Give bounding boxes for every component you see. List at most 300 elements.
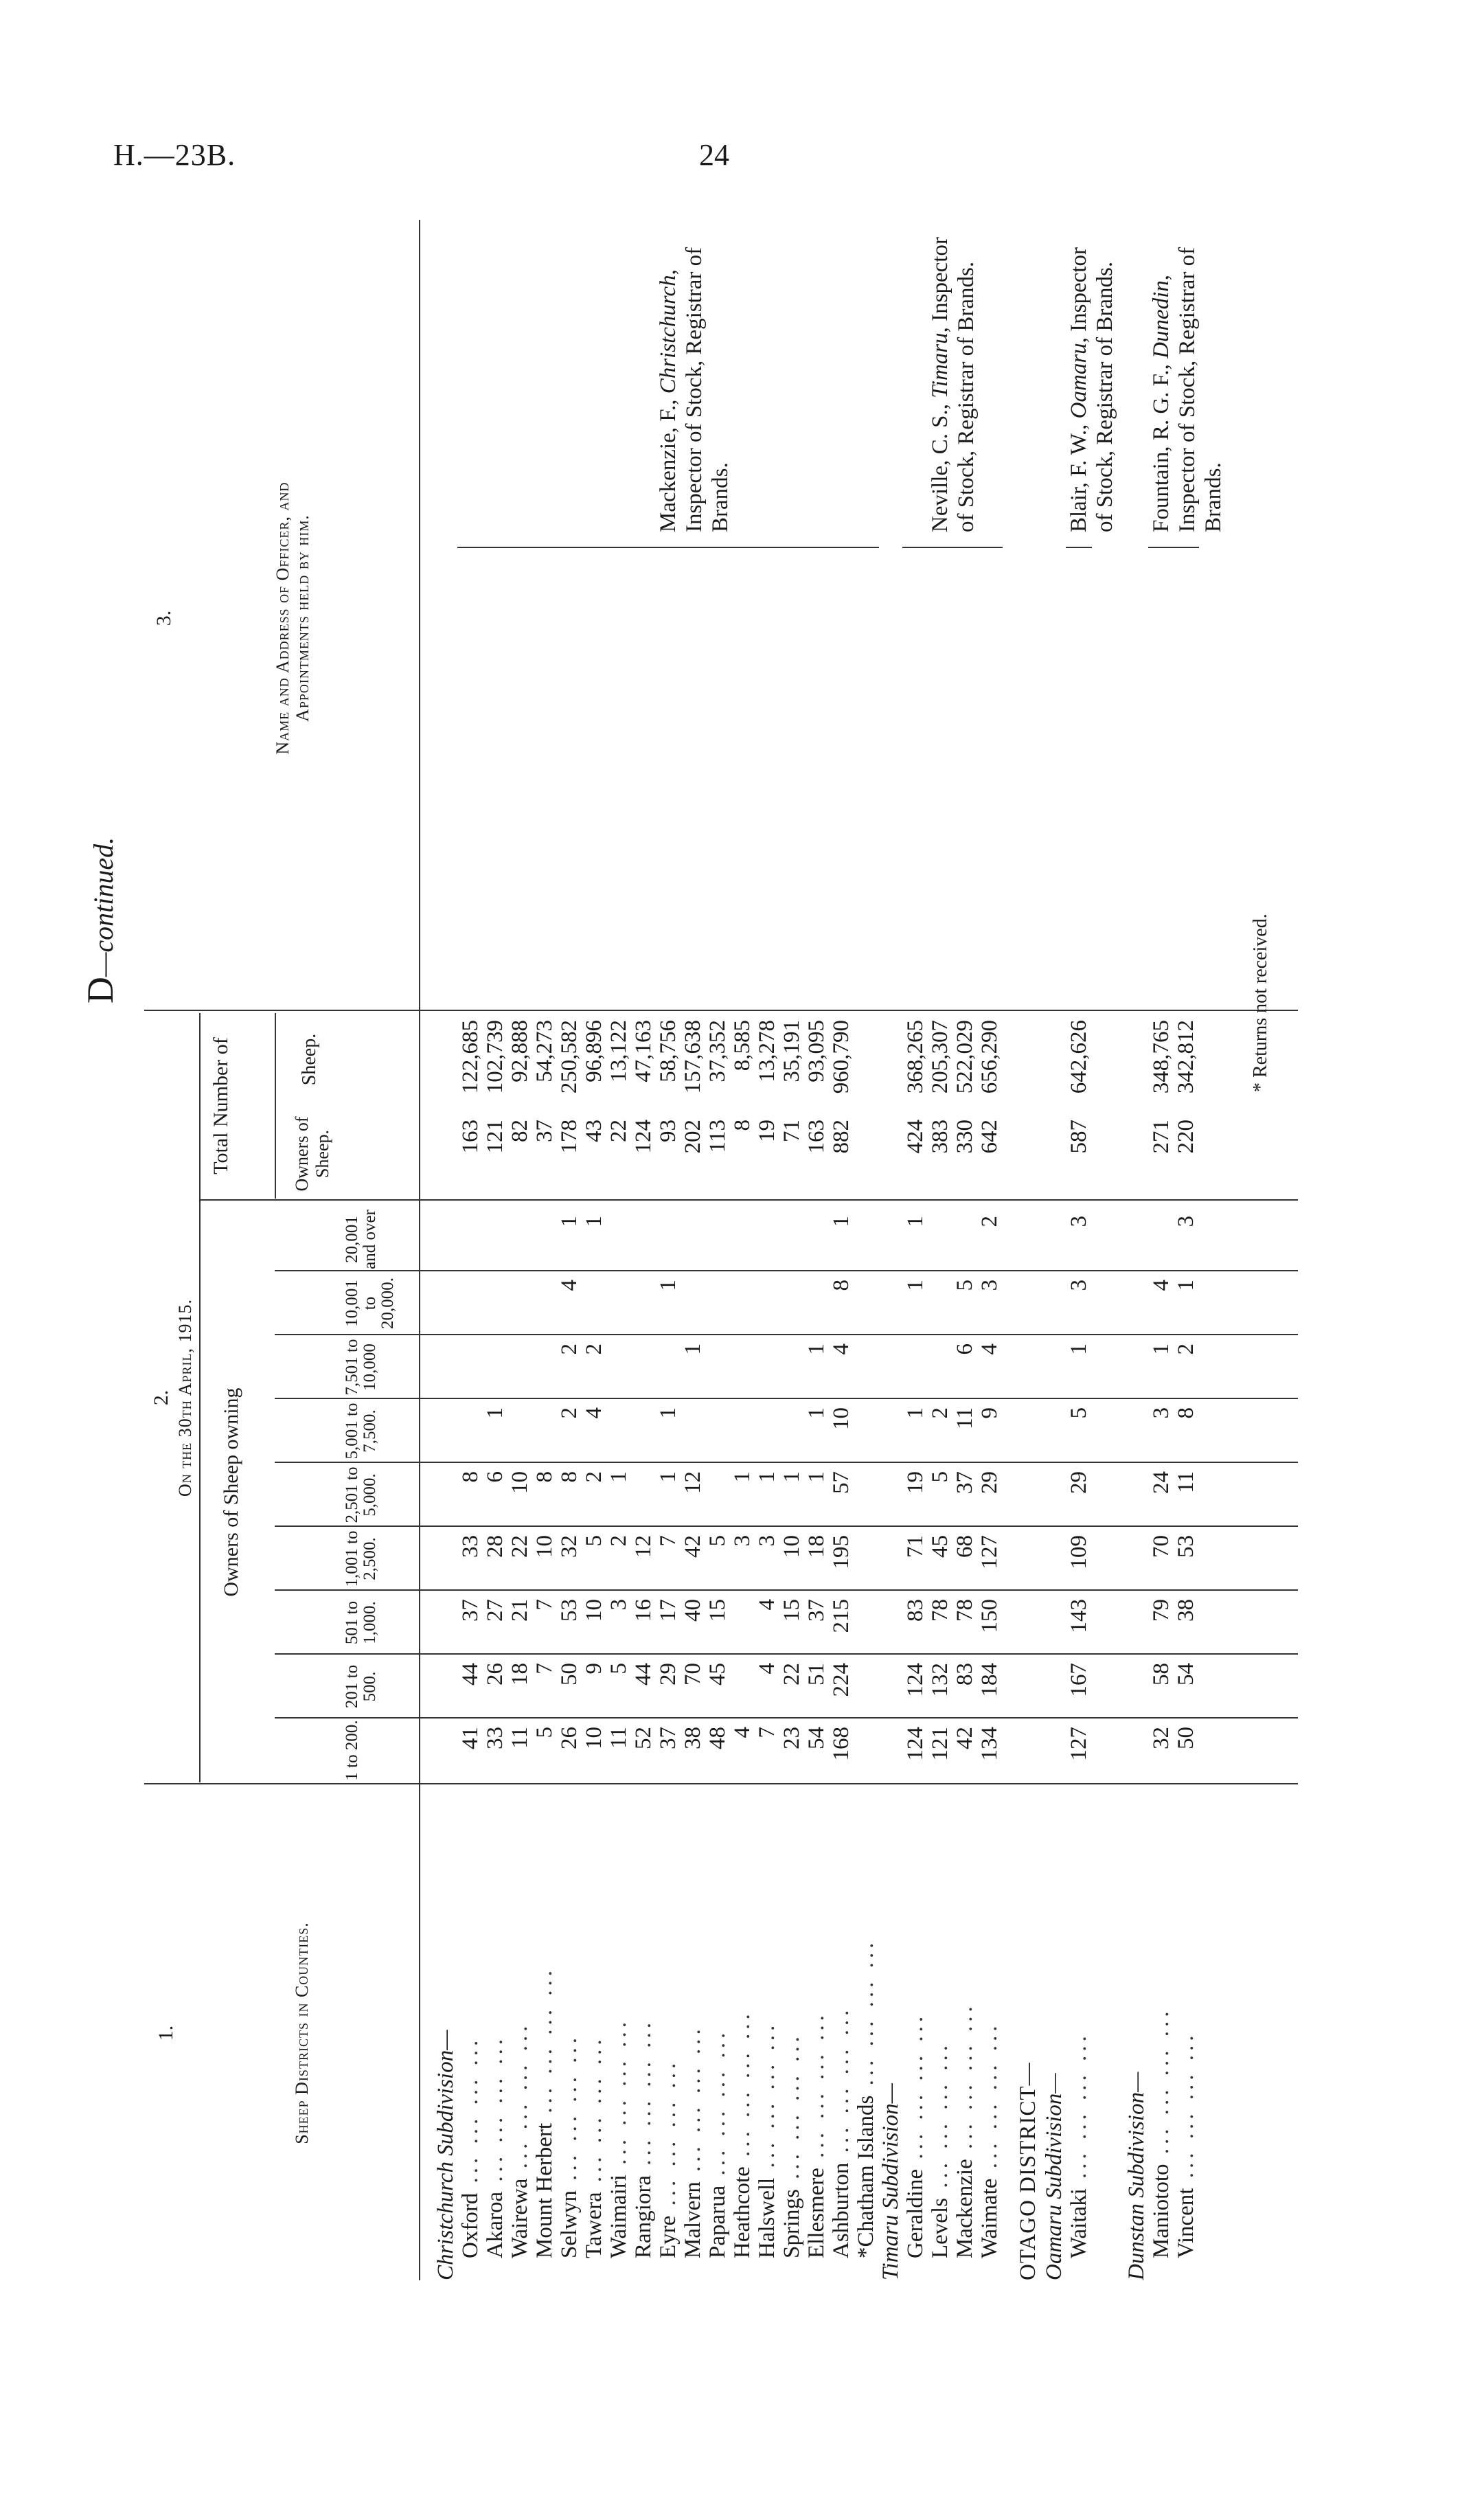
leader-dots: ... ... ... ... [507, 2021, 532, 2179]
table-cell: 127 [977, 1535, 1002, 1569]
table-cell: 1 [656, 1407, 681, 1419]
table-cell: 9 [977, 1407, 1002, 1419]
district-label [977, 1800, 1003, 2280]
table-cell: 5 [606, 1663, 631, 1675]
officer-place: Timaru [928, 332, 952, 398]
district-label [532, 1800, 558, 2280]
table-cell: 8 [730, 1120, 755, 1131]
table-cell: 1 [557, 1216, 582, 1227]
table-cell: 57 [829, 1471, 854, 1494]
table-cell: 22 [779, 1663, 804, 1686]
table-cell: 7 [755, 1727, 779, 1738]
band-header: 20,001 and over [343, 1210, 379, 1269]
officer-title: , Inspector of Stock, Registrar of Brands. [656, 247, 733, 532]
table-cell: 4 [1149, 1280, 1174, 1291]
table-cell: 44 [458, 1663, 483, 1686]
leader-dots: ... ... ... ... [458, 2036, 483, 2193]
table-cell: 127 [1066, 1727, 1091, 1761]
district-name: Dunstan Subdivision— [1124, 2072, 1149, 2280]
table-cell: 43 [582, 1120, 606, 1142]
table-cell: 8 [557, 1471, 582, 1483]
table-cell: 4 [829, 1343, 854, 1355]
table-cell: 3 [1174, 1216, 1198, 1227]
section-label [433, 1800, 459, 2280]
leader-dots: ... ... ... ... [804, 2011, 829, 2168]
leader-dots: ... ... ... ... [606, 2018, 631, 2175]
table-cell: 48 [705, 1727, 730, 1749]
table-cell: 41 [458, 1727, 483, 1749]
district-name: Timaru Subdivision— [878, 2083, 903, 2280]
officer-name: Fountain, R. G. F., [1149, 358, 1174, 532]
table-cell: 960,790 [829, 1020, 854, 1094]
table-cell: 2 [1174, 1343, 1198, 1355]
section-label [1041, 1800, 1067, 2280]
table-cell: 54,273 [532, 1020, 557, 1082]
table-cell: 44 [631, 1663, 656, 1686]
table-cell: 11 [1174, 1471, 1198, 1493]
table-cell: 58 [1149, 1663, 1174, 1686]
table-cell: 163 [804, 1120, 829, 1154]
rule [275, 1462, 1298, 1463]
leader-dots: ... ... ... ... [532, 1966, 557, 2123]
district-name: Ashburton [829, 2162, 854, 2258]
table-cell: 1 [656, 1471, 681, 1483]
table-cell: 121 [928, 1727, 952, 1761]
officer-entry [1066, 230, 1118, 532]
table-cell: 38 [681, 1727, 705, 1749]
district-label [803, 1800, 830, 2280]
district-label [655, 1800, 681, 2280]
owners-col-header: Owners of Sheep. [292, 1116, 332, 1192]
table-cell: 5 [582, 1535, 606, 1547]
col1-title: Sheep Districts in Counties. [291, 1922, 312, 2144]
table-cell: 1 [829, 1216, 854, 1227]
table-cell: 1 [730, 1471, 755, 1483]
district-label [630, 1800, 657, 2280]
table-cell: 1 [1066, 1343, 1091, 1355]
table-cell: 8 [1174, 1407, 1198, 1419]
table-cell: 124 [631, 1120, 656, 1154]
table-cell: 1 [804, 1471, 829, 1483]
leader-dots: ... ... ... ... [681, 2025, 705, 2182]
table-cell: 40 [681, 1599, 705, 1622]
officer-entry [1148, 230, 1226, 532]
table-cell: 342,812 [1174, 1020, 1198, 1094]
table-letter: D [80, 977, 121, 1004]
district-label [1148, 1800, 1174, 2280]
table-cell: 143 [1066, 1599, 1091, 1633]
table-cell: 82 [507, 1120, 532, 1142]
page-number: 24 [699, 138, 729, 172]
table-cell: 19 [755, 1120, 779, 1142]
table-cell: 83 [903, 1599, 928, 1622]
table-cell: 7 [532, 1599, 557, 1611]
table-cell: 1 [804, 1343, 829, 1355]
table-cell: 3 [1066, 1216, 1091, 1227]
table-cell: 383 [928, 1120, 952, 1154]
rule [199, 1013, 201, 1782]
district-name: Mackenzie [952, 2159, 977, 2258]
table-cell: 24 [1149, 1471, 1174, 1494]
table-cell: 12 [631, 1535, 656, 1558]
table-cell: 58,756 [656, 1020, 681, 1082]
officer-place: Christchurch [656, 275, 681, 394]
table-cell: 5 [928, 1471, 952, 1483]
table-cell: 5 [705, 1535, 730, 1547]
officer-name: Neville, C. S., [928, 398, 952, 532]
band-header: 10,001 to 20,000. [343, 1278, 397, 1329]
brace [1066, 537, 1092, 548]
table-cell: 5 [1066, 1407, 1091, 1419]
section-label [1123, 1800, 1150, 2280]
leader-dots: ... ... ... ... [1149, 2007, 1174, 2164]
district-label [1066, 1800, 1092, 2280]
table-cell: 1 [903, 1280, 928, 1291]
leader-dots: ... ... ... ... [854, 1938, 878, 2096]
table-cell: 70 [1149, 1535, 1174, 1558]
table-cell: 13,122 [606, 1020, 631, 1082]
table-cell: 3 [606, 1599, 631, 1611]
table-cell: 10 [582, 1727, 606, 1749]
table-cell: 1 [1174, 1280, 1198, 1291]
table-cell: 195 [829, 1535, 854, 1569]
table-cell: 424 [903, 1120, 928, 1154]
leader-dots: ... ... ... ... [903, 2012, 928, 2169]
table-cell: 4 [557, 1280, 582, 1291]
district-name: Halswell [755, 2177, 779, 2258]
table-cell: 1 [606, 1471, 631, 1483]
table-cell: 42 [681, 1535, 705, 1558]
table-cell: 1 [804, 1407, 829, 1419]
table-cell: 78 [952, 1599, 977, 1622]
district-name: Waimate [977, 2178, 1002, 2258]
band-header: 1,001 to 2,500. [343, 1530, 379, 1587]
table-title [79, 577, 122, 1264]
leader-dots: ... ... ... ... [631, 2019, 656, 2176]
table-cell: 10 [829, 1407, 854, 1430]
district-label [581, 1800, 607, 2280]
table-cell: 11 [952, 1407, 977, 1429]
table-cell: 2 [557, 1343, 582, 1355]
footnote: * Returns not received. [1250, 914, 1271, 1092]
sheep-col-header: Sheep. [299, 1033, 320, 1086]
district-name: Vincent [1174, 2188, 1198, 2258]
table-cell: 178 [557, 1120, 582, 1154]
district-name: OTAGO DISTRICT— [1016, 2062, 1040, 2280]
leader-dots: ... ... ... ... [977, 2021, 1002, 2179]
rule [144, 1010, 1298, 1011]
table-cell: 1 [755, 1471, 779, 1483]
table-cell: 11 [507, 1727, 532, 1749]
table-cell: 2 [582, 1343, 606, 1355]
table-cell: 29 [1066, 1471, 1091, 1494]
table-cell: 102,739 [483, 1020, 507, 1094]
district-name: Oamaru Subdivision— [1042, 2073, 1066, 2280]
district-label [1173, 1800, 1199, 2280]
table-cell: 882 [829, 1120, 854, 1154]
table-cell: 5 [952, 1280, 977, 1291]
district-name: Malvern [681, 2181, 705, 2258]
table-cell: 205,307 [928, 1020, 952, 1094]
district-label [705, 1800, 731, 2280]
table-cell: 33 [483, 1727, 507, 1749]
table-cell: 109 [1066, 1535, 1091, 1569]
district-name: Rangiora [631, 2175, 656, 2258]
table-cell: 3 [1066, 1280, 1091, 1291]
table-cell: 68 [952, 1535, 977, 1558]
table-cell: 348,765 [1149, 1020, 1174, 1094]
leader-dots: ... ... ... ... [755, 2021, 779, 2178]
district-label [952, 1800, 978, 2280]
table-cell: 28 [483, 1535, 507, 1558]
brace [902, 537, 1003, 548]
table-cell: 78 [928, 1599, 952, 1622]
table-cell: 124 [903, 1663, 928, 1697]
table-cell: 10 [779, 1535, 804, 1558]
table-cell: 150 [977, 1599, 1002, 1633]
table-cell: 184 [977, 1663, 1002, 1697]
table-cell: 33 [458, 1535, 483, 1558]
officer-entry [655, 230, 733, 532]
table-cell: 163 [458, 1120, 483, 1154]
table-cell: 26 [557, 1727, 582, 1749]
owners-group-header: Owners of Sheep owning [220, 1387, 242, 1597]
col3-header [144, 227, 313, 1010]
rule [275, 1398, 1298, 1399]
table-cell: 2 [606, 1535, 631, 1547]
brace [457, 537, 879, 548]
district-label [457, 1800, 483, 2280]
table-cell: 4 [977, 1343, 1002, 1355]
table-cell: 6 [952, 1343, 977, 1355]
district-name: Waitaki [1066, 2188, 1091, 2258]
table-cell: 54 [804, 1727, 829, 1749]
page-reference: H.—23B. [113, 138, 236, 172]
table-cell: 93,095 [804, 1020, 829, 1082]
leader-dots: ... ... ... ... [1066, 2032, 1091, 2189]
table-cell: 45 [705, 1663, 730, 1686]
leader-dots: ... ... ... ... [779, 2032, 804, 2190]
district-name: Selwyn [557, 2190, 582, 2258]
district-label [828, 1800, 854, 2280]
table-cell: 121 [483, 1120, 507, 1154]
district-label [482, 1800, 508, 2280]
table-cell: 1 [903, 1407, 928, 1419]
table-cell: 15 [779, 1599, 804, 1622]
total-group-header: Total Number of [209, 1037, 232, 1175]
table-cell: 22 [507, 1535, 532, 1558]
officer-place: Dunedin [1149, 280, 1174, 359]
table-cell: 32 [557, 1535, 582, 1558]
table-cell: 271 [1149, 1120, 1174, 1154]
table-cell: 53 [557, 1599, 582, 1622]
district-label [680, 1800, 706, 2280]
table-cell: 29 [656, 1663, 681, 1686]
district-name: Maniototo [1149, 2164, 1174, 2258]
table-cell: 4 [730, 1727, 755, 1738]
leader-dots: ... ... ... ... [829, 2006, 854, 2163]
rule [275, 1334, 1298, 1335]
table-cell: 52 [631, 1727, 656, 1749]
table-cell: 37 [532, 1120, 557, 1142]
table-cell: 220 [1174, 1120, 1198, 1154]
table-cell: 202 [681, 1120, 705, 1154]
section-label [878, 1800, 904, 2280]
leader-dots: ... ... ... ... [705, 2028, 730, 2186]
table-cell: 18 [804, 1535, 829, 1558]
table-cell: 42 [952, 1727, 977, 1749]
table-cell: 3 [1149, 1407, 1174, 1419]
table-cell: 47,163 [631, 1020, 656, 1082]
rule [275, 1013, 276, 1199]
officer-title: , Inspector of Stock, Registrar of Brands. [1149, 247, 1226, 532]
table-cell: 50 [1174, 1727, 1198, 1749]
table-cell: 37 [458, 1599, 483, 1622]
col2-title: On the 30th April, 1915. [174, 1298, 195, 1497]
table-cell: 157,638 [681, 1020, 705, 1094]
table-cell: 215 [829, 1599, 854, 1633]
district-label [729, 1800, 755, 2280]
district-label [927, 1800, 953, 2280]
table-cell: 122,685 [458, 1020, 483, 1094]
district-name: *Chatham Islands [854, 2095, 878, 2258]
district-label [902, 1800, 928, 2280]
leader-dots: ... ... ... ... [1174, 2031, 1198, 2188]
band-header: 7,501 to 10,000 [343, 1339, 379, 1396]
district-name: Tawera [582, 2192, 606, 2258]
table-cell: 19 [903, 1471, 928, 1494]
table-cell: 168 [829, 1727, 854, 1761]
leader-dots: ... ... ... ... [483, 2034, 507, 2192]
table-cell: 124 [903, 1727, 928, 1761]
officer-entry [927, 230, 979, 532]
table-cell: 2 [928, 1407, 952, 1419]
leader-dots: ... ... ... ... [557, 2034, 582, 2190]
leader-dots: ... ... ... ... [928, 2041, 952, 2199]
table-cell: 54 [1174, 1663, 1198, 1686]
col1-header [144, 1786, 419, 2280]
table-cell: 368,265 [903, 1020, 928, 1094]
table-cell: 3 [755, 1535, 779, 1547]
table-cell: 10 [582, 1599, 606, 1622]
district-name: Mount Herbert [532, 2122, 557, 2258]
district-name: Paparua [705, 2185, 730, 2258]
table-cell: 642,626 [1066, 1020, 1091, 1094]
leader-dots: ... ... ... ... [656, 2058, 681, 2216]
district-name: Oxford [458, 2192, 483, 2258]
district-name: Wairewa [507, 2178, 532, 2258]
table-cell: 21 [507, 1599, 532, 1622]
leader-dots: ... ... ... ... [730, 2010, 755, 2167]
table-cell: 7 [656, 1535, 681, 1547]
table-cell: 51 [804, 1663, 829, 1686]
table-cell: 38 [1174, 1599, 1198, 1622]
table-cell: 4 [755, 1599, 779, 1611]
table-cell: 26 [483, 1663, 507, 1686]
officer-place: Oamaru [1066, 343, 1091, 419]
table-cell: 16 [631, 1599, 656, 1622]
table-cell: 167 [1066, 1663, 1091, 1697]
table-cell: 96,896 [582, 1020, 606, 1082]
table-cell: 45 [928, 1535, 952, 1558]
table-cell: 15 [705, 1599, 730, 1622]
table-cell: 29 [977, 1471, 1002, 1494]
table-cell: 2 [582, 1471, 606, 1483]
table-cell: 37 [952, 1471, 977, 1494]
table-cell: 1 [1149, 1343, 1174, 1355]
table-cell: 2 [557, 1407, 582, 1419]
district-label [606, 1800, 632, 2280]
table-cell: 71 [779, 1120, 804, 1142]
table-cell: 70 [681, 1663, 705, 1686]
table-cell: 1 [779, 1471, 804, 1483]
table-cell: 92,888 [507, 1020, 532, 1082]
officer-name: Mackenzie, F., [656, 394, 681, 532]
officer-name: Blair, F. W., [1066, 418, 1091, 532]
table-cell: 22 [606, 1120, 631, 1142]
table-cell: 132 [928, 1663, 952, 1697]
rule [419, 220, 420, 2280]
table-cell: 5 [532, 1727, 557, 1738]
district-name: Christchurch Subdivision— [433, 2030, 458, 2280]
table-cell: 53 [1174, 1535, 1198, 1558]
leader-dots: ... ... ... ... [952, 2002, 977, 2159]
table-cell: 50 [557, 1663, 582, 1686]
table-cell: 27 [483, 1599, 507, 1622]
table-cell: 1 [681, 1343, 705, 1355]
table-cell: 23 [779, 1727, 804, 1749]
table-cell: 1 [656, 1280, 681, 1291]
officer-title: , Inspector of Stock, Registrar of Brands. [928, 237, 979, 532]
district-label [779, 1800, 805, 2280]
table-cell: 12 [681, 1471, 705, 1494]
table-cell: 3 [977, 1280, 1002, 1291]
band-header: 1 to 200. [343, 1720, 361, 1781]
table-cell: 250,582 [557, 1020, 582, 1094]
table-cell: 224 [829, 1663, 854, 1697]
district-label [507, 1800, 533, 2280]
table-cell: 656,290 [977, 1020, 1002, 1094]
table-cell: 8,585 [730, 1020, 755, 1071]
table-cell: 10 [507, 1471, 532, 1494]
table-cell: 8 [532, 1471, 557, 1483]
table-cell: 330 [952, 1120, 977, 1154]
district-name: Heathcote [730, 2166, 755, 2258]
table-cell: 1 [582, 1216, 606, 1227]
table-cell: 37 [804, 1599, 829, 1622]
table-title-suffix: —continued. [88, 837, 119, 977]
col2-header [144, 1013, 195, 1782]
band-header: 201 to 500. [343, 1664, 379, 1709]
col1-number: 1. [155, 2025, 177, 2041]
district-label [556, 1800, 582, 2280]
brace [1148, 537, 1199, 548]
table-cell: 3 [730, 1535, 755, 1547]
col3-number: 3. [152, 610, 175, 626]
table-cell: 522,029 [952, 1020, 977, 1094]
table-cell: 83 [952, 1663, 977, 1686]
section-label [1015, 1800, 1041, 2280]
table-cell: 642 [977, 1120, 1002, 1154]
leader-dots: ... ... ... ... [582, 2035, 606, 2192]
district-name: Geraldine [903, 2168, 928, 2258]
table-cell: 4 [755, 1663, 779, 1675]
district-name: Akaroa [483, 2191, 507, 2258]
table-cell: 32 [1149, 1727, 1174, 1749]
district-label [853, 1800, 879, 2280]
band-header: 2,501 to 5,000. [343, 1466, 379, 1523]
table-cell: 113 [705, 1120, 730, 1153]
